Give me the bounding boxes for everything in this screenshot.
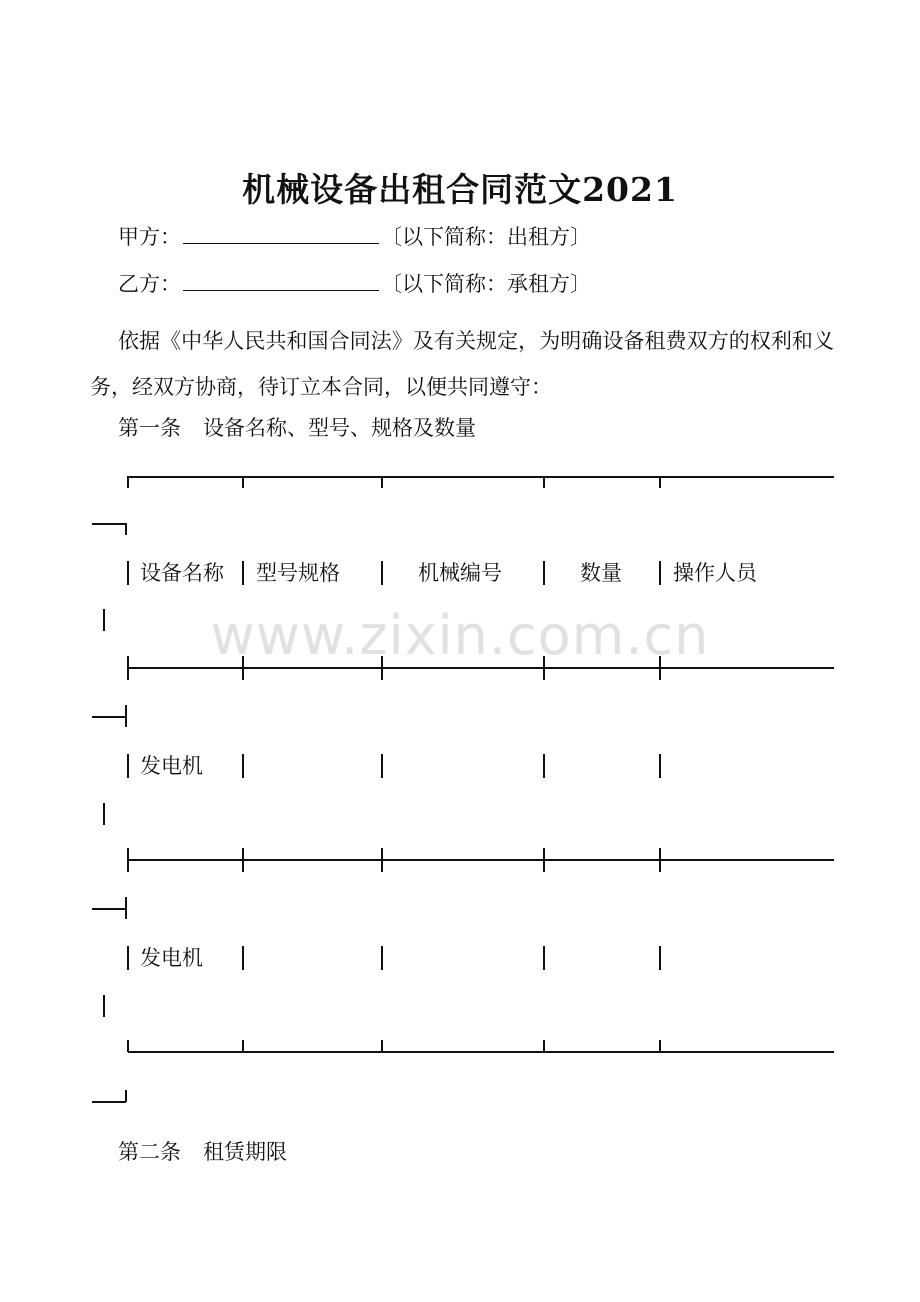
table-tick xyxy=(543,1040,545,1052)
table-header-cell: 操作人员 xyxy=(673,561,757,585)
table-tick xyxy=(381,656,383,680)
table-cell-divider xyxy=(659,754,661,778)
table-cell-divider xyxy=(543,754,545,778)
party-b-note: 〔以下简称：承租方〕 xyxy=(381,272,591,296)
table-wrap-divider xyxy=(103,995,105,1017)
party-a-note: 〔以下简称：出租方〕 xyxy=(381,225,591,249)
table-wrap-segment xyxy=(92,1101,126,1103)
table-row-1-equipment: 发电机 xyxy=(140,754,203,778)
table-tick xyxy=(659,476,661,488)
table-tick xyxy=(659,1040,661,1052)
table-tick xyxy=(242,1040,244,1052)
table-bottom-border xyxy=(128,1051,834,1053)
party-a-label: 甲方： xyxy=(118,225,181,249)
table-row-2-equipment: 发电机 xyxy=(140,946,203,970)
table-row-separator xyxy=(128,859,834,861)
table-tick xyxy=(381,1040,383,1052)
table-header-cell: 设备名称 xyxy=(140,561,224,585)
party-b-blank xyxy=(183,270,379,291)
table-wrap-segment xyxy=(92,716,126,718)
table-tick xyxy=(381,476,383,488)
party-a-line xyxy=(118,222,591,252)
table-cell-divider xyxy=(381,754,383,778)
table-cell-divider xyxy=(127,946,129,970)
table-cell-divider xyxy=(659,946,661,970)
table-tick xyxy=(127,1040,129,1052)
table-cell-divider xyxy=(127,754,129,778)
table-row-separator xyxy=(128,667,834,669)
table-wrap-divider xyxy=(103,803,105,825)
article-1-number: 第一条 xyxy=(118,416,181,440)
table-cell-divider xyxy=(127,561,129,585)
table-tick xyxy=(659,848,661,872)
table-wrap-segment xyxy=(92,908,126,910)
table-tick xyxy=(543,848,545,872)
table-tick xyxy=(242,656,244,680)
table-tick xyxy=(381,848,383,872)
table-cell-divider xyxy=(242,561,244,585)
table-wrap-divider xyxy=(103,609,105,631)
table-cell-divider xyxy=(543,946,545,970)
table-cell-divider xyxy=(242,946,244,970)
article-2-title: 租赁期限 xyxy=(203,1140,287,1164)
table-tick xyxy=(543,476,545,488)
table-top-border xyxy=(128,476,834,478)
table-tick xyxy=(543,656,545,680)
party-b-label: 乙方： xyxy=(118,272,181,296)
table-header-cell: 数量 xyxy=(580,561,622,585)
article-2-number: 第二条 xyxy=(118,1140,181,1164)
table-tick xyxy=(127,476,129,488)
table-tick xyxy=(242,476,244,488)
table-tick xyxy=(125,705,127,727)
table-tick xyxy=(125,523,127,535)
intro-paragraph: 依据《中华人民共和国合同法》及有关规定，为明确设备租费双方的权利和义务，经双方协商，待订立本合同，以便共同遵守： xyxy=(90,329,834,399)
party-a-blank xyxy=(183,223,379,244)
document-title: 机械设备出租合同范文2021 xyxy=(242,170,678,209)
table-wrap-segment xyxy=(92,523,126,525)
table-cell-divider xyxy=(242,754,244,778)
table-tick xyxy=(242,848,244,872)
article-1-heading xyxy=(118,413,476,443)
table-cell-divider xyxy=(659,561,661,585)
table-tick xyxy=(127,656,129,680)
table-cell-divider xyxy=(543,561,545,585)
table-tick xyxy=(659,656,661,680)
watermark: www.zixin.com.cn xyxy=(210,604,710,667)
article-1-title: 设备名称、型号、规格及数量 xyxy=(203,416,476,440)
table-tick xyxy=(127,848,129,872)
article-2-heading xyxy=(118,1137,287,1167)
party-b-line xyxy=(118,269,591,299)
table-header-cell: 型号规格 xyxy=(256,561,340,585)
table-cell-divider xyxy=(381,561,383,585)
table-header-cell: 机械编号 xyxy=(418,561,502,585)
table-tick xyxy=(125,1090,127,1102)
table-cell-divider xyxy=(381,946,383,970)
table-tick xyxy=(125,897,127,919)
